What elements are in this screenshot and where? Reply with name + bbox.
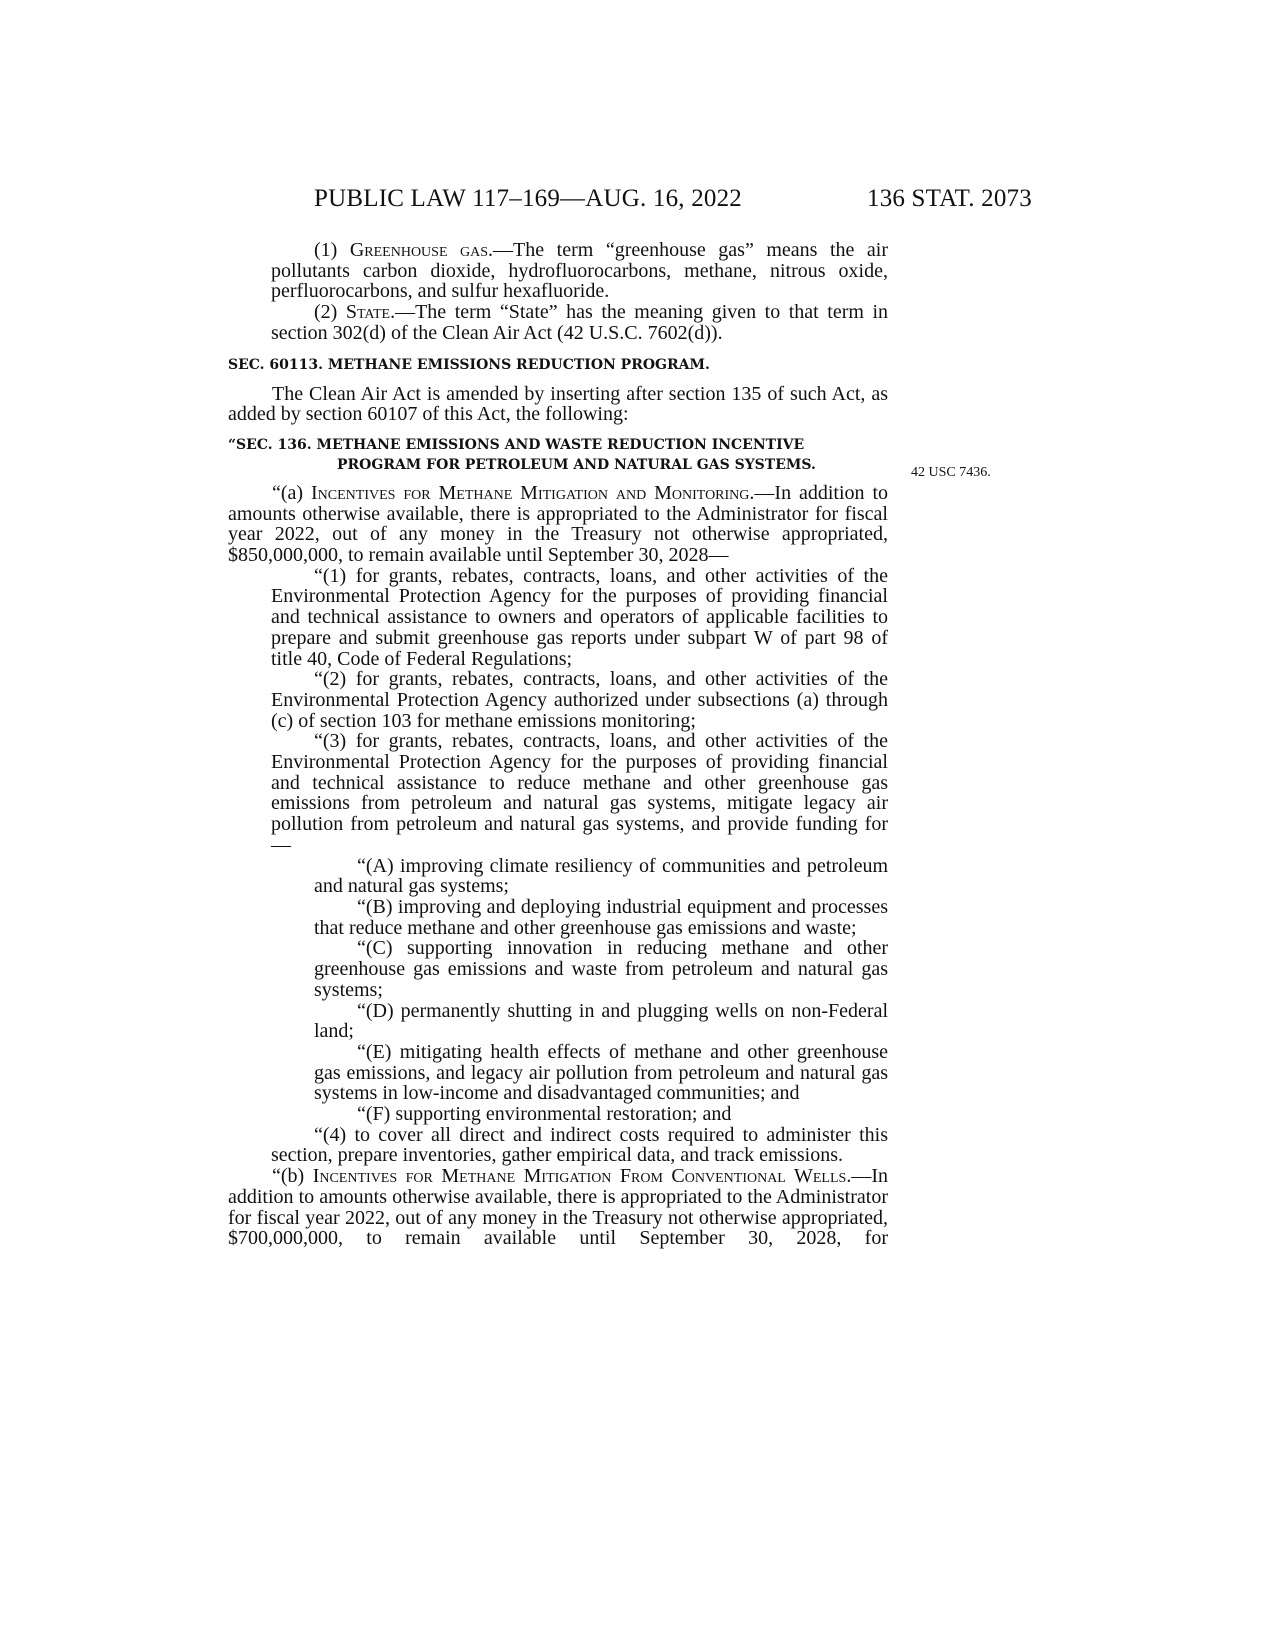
paragraph-3: “(3) for grants, rebates, contracts, loans, and other activities of the Environmental Protection Agency for the purposes of providing financial and technical assistance to reduce methane and other greenhouse gas emissions from petroleum and natural gas systems, mitigate legacy air pollution from petroleum and natural gas systems, and provide funding for—: [271, 730, 888, 856]
paragraph-4: “(4) to cover all direct and indirect costs required to administer this section, prepare inventories, gather empirical data, and track emissions.: [271, 1123, 888, 1167]
subsection-b: “(b) Incentives for Methane Mitigation From Conventional Wells.—In addition to amounts otherwise available, there is appropriated to the Administrator for fiscal year 2022, out of any money in the Treasury not otherwise appropriated, $700,000,000, to remain available until September 30, 2028, for: [228, 1165, 888, 1250]
definition-greenhouse-gas: (1) Greenhouse gas.—The term “greenhouse gas” means the air pollutants carbon dioxide, hydrofluorocarbons, methane, nitrous oxide, perfluorocarbons, and sulfur hexafluoride.: [271, 239, 889, 303]
document-body: [228, 240, 888, 1249]
subparagraph-e: “(E) mitigating health effects of methane and other greenhouse gas emissions, and legacy air pollution from petroleum and natural gas systems in low-income and disadvantaged communities; and: [314, 1040, 888, 1105]
section-heading: SEC. 60113. METHANE EMISSIONS REDUCTION PROGRAM.: [228, 356, 710, 373]
sec136-heading-line2: PROGRAM FOR PETROLEUM AND NATURAL GAS SYSTEMS.: [337, 456, 816, 473]
subparagraph-b: “(B) improving and deploying industrial equipment and processes that reduce methane and other greenhouse gas emissions and waste;: [314, 895, 888, 939]
paragraph-1: “(1) for grants, rebates, contracts, loans, and other activities of the Environmental Protection Agency for the purposes of providing financial and technical assistance to owners and operators of applicable facilities to prepare and submit greenhouse gas reports under subpart W of part 98 of title 40, Code of Federal Regulations;: [271, 564, 888, 670]
subparagraph-a: “(A) improving climate resiliency of communities and petroleum and natural gas systems;: [314, 854, 888, 898]
margin-note-usc: 42 USC 7436.: [911, 465, 991, 480]
subparagraph-f: “(F) supporting environmental restoration; and: [357, 1103, 732, 1126]
paragraph-2: “(2) for grants, rebates, contracts, loans, and other activities of the Environmental Protection Agency authorized under subsections (a) through (c) of section 103 for methane emissions monitoring;: [271, 668, 888, 732]
subsection-a: “(a) Incentives for Methane Mitigation and Monitoring.—In addition to amounts otherwise available, there is appropriated to the Administrator for fiscal year 2022, out of any money in the Treasury not otherwise appropriated, $850,000,000, to remain available until September 30, 2028—: [228, 481, 889, 567]
page-header-title: PUBLIC LAW 117–169—AUG. 16, 2022: [314, 185, 743, 212]
sec136-heading-line1: “SEC. 136. METHANE EMISSIONS AND WASTE REDUCTION INCENTIVE: [228, 436, 805, 453]
sec136-heading: [228, 435, 888, 475]
subparagraph-d: “(D) permanently shutting in and plugging wells on non-Federal land;: [314, 999, 888, 1043]
page-number: 136 STAT. 2073: [867, 185, 1032, 212]
section-intro: The Clean Air Act is amended by inserting after section 135 of such Act, as added by section 60107 of this Act, the following:: [228, 382, 888, 426]
definition-state: (2) State.—The term “State” has the meaning given to that term in section 302(d) of the Clean Air Act (42 U.S.C. 7602(d)).: [271, 301, 888, 344]
subparagraph-c: “(C) supporting innovation in reducing methane and other greenhouse gas emissions and waste from petroleum and natural gas systems;: [314, 937, 888, 1001]
